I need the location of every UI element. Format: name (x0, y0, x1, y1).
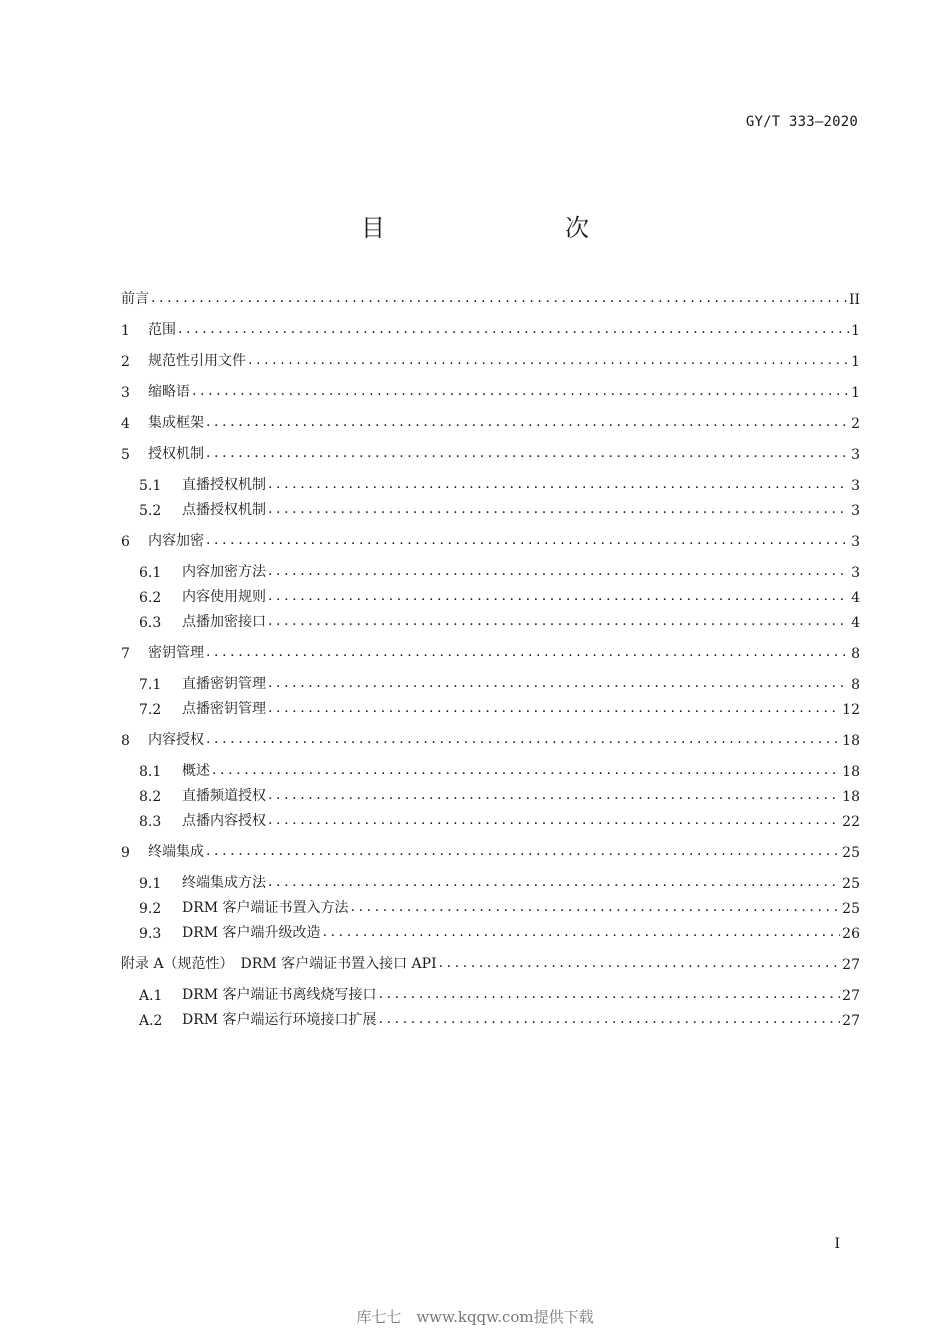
toc-entry-number: 5.2 (139, 503, 162, 519)
toc-entry-page: 1 (851, 354, 860, 370)
toc-entry-page: 3 (851, 478, 860, 494)
toc-entry-number: 6.3 (139, 615, 162, 631)
toc-entry[interactable] (139, 1009, 860, 1029)
toc-entry-number: 1 (121, 323, 130, 339)
toc-entry-page: 18 (842, 789, 860, 805)
toc-entry-number: 7 (121, 646, 130, 662)
toc-entry-number: A.2 (139, 1013, 163, 1029)
toc-entry-title: 内容使用规则 (182, 589, 266, 605)
download-footer: 库七七 www.kqqw.com提供下载 (356, 1308, 594, 1326)
toc-entry[interactable] (139, 922, 860, 942)
toc-entry-title: 授权机制 (148, 446, 204, 462)
toc-entry[interactable] (121, 319, 860, 339)
toc-leader-dots (206, 642, 849, 662)
toc-leader-dots (268, 499, 849, 519)
toc-leader-dots (268, 872, 840, 892)
toc-entry-page: 12 (842, 702, 860, 718)
toc-entry[interactable] (139, 586, 860, 606)
toc-entry-number: 9.1 (139, 876, 162, 892)
toc-entry-title: 终端集成 (148, 844, 204, 860)
toc-leader-dots (268, 611, 849, 631)
toc-entry-title: 附录 A（规范性） DRM 客户端证书置入接口 API (121, 956, 437, 972)
toc-entry-page: 18 (842, 733, 860, 749)
toc-entry-title: 直播授权机制 (182, 477, 266, 493)
toc-entry-title: DRM 客户端证书置入方法 (182, 900, 349, 916)
toc-leader-dots (351, 897, 841, 917)
toc-entry[interactable] (121, 642, 860, 662)
standard-code: GY/T 333—2020 (745, 114, 858, 130)
toc-entry[interactable] (139, 897, 860, 917)
toc-leader-dots (268, 561, 849, 581)
toc-entry-title: 点播授权机制 (182, 502, 266, 518)
toc-entry-number: 6.2 (139, 590, 162, 606)
toc-entry-page: 25 (842, 845, 860, 861)
toc-entry-title: 点播加密接口 (182, 614, 266, 630)
toc-leader-dots (379, 984, 841, 1004)
toc-entry[interactable] (121, 381, 860, 401)
toc-entry-title: DRM 客户端运行环境接口扩展 (182, 1012, 377, 1028)
toc-leader-dots (206, 443, 849, 463)
toc-entry[interactable] (139, 984, 860, 1004)
toc-entry-title: 点播内容授权 (182, 813, 266, 829)
toc-leader-dots (206, 530, 849, 550)
page-title: 目 次 (361, 214, 633, 242)
toc-leader-dots (268, 785, 840, 805)
toc-entry-page: 25 (842, 876, 860, 892)
toc-entry-title: 缩略语 (148, 384, 190, 400)
toc-leader-dots (212, 760, 840, 780)
toc-entry-number: 9.2 (139, 901, 162, 917)
toc-entry[interactable] (121, 953, 860, 973)
page-number: I (834, 1236, 840, 1252)
toc-entry-title: 直播密钥管理 (182, 676, 266, 692)
toc-entry-title: 范围 (148, 322, 176, 338)
toc-leader-dots (178, 319, 849, 339)
toc-entry-number: 9 (121, 845, 130, 861)
toc-leader-dots (268, 673, 849, 693)
toc-entry[interactable] (121, 841, 860, 861)
toc-entry-number: 5.1 (139, 478, 162, 494)
toc-entry-page: 27 (842, 988, 860, 1004)
toc-leader-dots (268, 698, 840, 718)
toc-entry-number: 6 (121, 534, 130, 550)
toc-leader-dots (268, 474, 849, 494)
toc-entry-page: 3 (851, 447, 860, 463)
toc-entry-page: 27 (842, 957, 860, 973)
toc-entry-page: 3 (851, 565, 860, 581)
toc-leader-dots (151, 288, 847, 308)
toc-entry-page: 22 (842, 814, 860, 830)
toc-entry-number: 3 (121, 385, 130, 401)
toc-entry[interactable] (121, 729, 860, 749)
toc-entry-page: II (848, 292, 860, 308)
toc-entry-title: 终端集成方法 (182, 875, 266, 891)
toc-entry-title: DRM 客户端证书离线烧写接口 (182, 987, 377, 1003)
toc-entry-number: 8.1 (139, 764, 162, 780)
toc-entry-title: 内容授权 (148, 732, 204, 748)
toc-entry-number: 2 (121, 354, 130, 370)
toc-entry[interactable] (121, 443, 860, 463)
toc-entry[interactable] (139, 698, 860, 718)
toc-entry[interactable] (139, 611, 860, 631)
toc-entry-page: 3 (851, 534, 860, 550)
toc-entry-number: 4 (121, 416, 130, 432)
toc-entry[interactable] (139, 810, 860, 830)
toc-entry-page: 4 (851, 590, 860, 606)
toc-entry-title: 前言 (121, 291, 149, 307)
toc-entry-title: 密钥管理 (148, 645, 204, 661)
toc-entry-title: 集成框架 (148, 415, 204, 431)
toc-entry[interactable] (139, 561, 860, 581)
toc-entry-title: 点播密钥管理 (182, 701, 266, 717)
toc-entry-number: 8 (121, 733, 130, 749)
toc-leader-dots (379, 1009, 841, 1029)
toc-leader-dots (206, 412, 849, 432)
toc-entry[interactable] (121, 412, 860, 432)
toc-leader-dots (268, 810, 840, 830)
toc-entry-page: 1 (851, 385, 860, 401)
toc-entry-page: 18 (842, 764, 860, 780)
toc-entry-page: 1 (851, 323, 860, 339)
toc-leader-dots (323, 922, 841, 942)
toc-leader-dots (439, 953, 841, 973)
toc-entry-number: A.1 (139, 988, 163, 1004)
toc-entry[interactable] (121, 530, 860, 550)
toc-entry-number: 9.3 (139, 926, 162, 942)
toc-entry[interactable] (139, 499, 860, 519)
toc-entry-page: 26 (842, 926, 860, 942)
toc-entry-title: 概述 (182, 763, 210, 779)
toc-entry-title: 内容加密 (148, 533, 204, 549)
toc-entry-title: 直播频道授权 (182, 788, 266, 804)
toc-entry-page: 27 (842, 1013, 860, 1029)
toc-leader-dots (192, 381, 849, 401)
toc-leader-dots (206, 841, 840, 861)
toc-entry[interactable] (139, 673, 860, 693)
toc-entry-title: 内容加密方法 (182, 564, 266, 580)
toc-entry-page: 8 (851, 677, 860, 693)
toc-entry[interactable] (121, 288, 860, 308)
toc-entry[interactable] (121, 350, 860, 370)
toc-entry-page: 25 (842, 901, 860, 917)
toc-entry-page: 8 (851, 646, 860, 662)
toc-leader-dots (268, 586, 849, 606)
toc-entry-number: 5 (121, 447, 130, 463)
toc-entry-number: 7.1 (139, 677, 162, 693)
toc-entry-number: 8.2 (139, 789, 162, 805)
toc-leader-dots (248, 350, 849, 370)
toc-entry-title: 规范性引用文件 (148, 353, 246, 369)
toc-entry-number: 7.2 (139, 702, 162, 718)
toc-entry[interactable] (139, 872, 860, 892)
toc-entry-page: 4 (851, 615, 860, 631)
toc-entry-number: 6.1 (139, 565, 162, 581)
toc-entry[interactable] (139, 785, 860, 805)
toc-entry-page: 2 (851, 416, 860, 432)
toc-entry-title: DRM 客户端升级改造 (182, 925, 321, 941)
toc-entry-number: 8.3 (139, 814, 162, 830)
toc-entry-page: 3 (851, 503, 860, 519)
toc-entry[interactable] (139, 474, 860, 494)
toc-entry[interactable] (139, 760, 860, 780)
toc-leader-dots (206, 729, 840, 749)
